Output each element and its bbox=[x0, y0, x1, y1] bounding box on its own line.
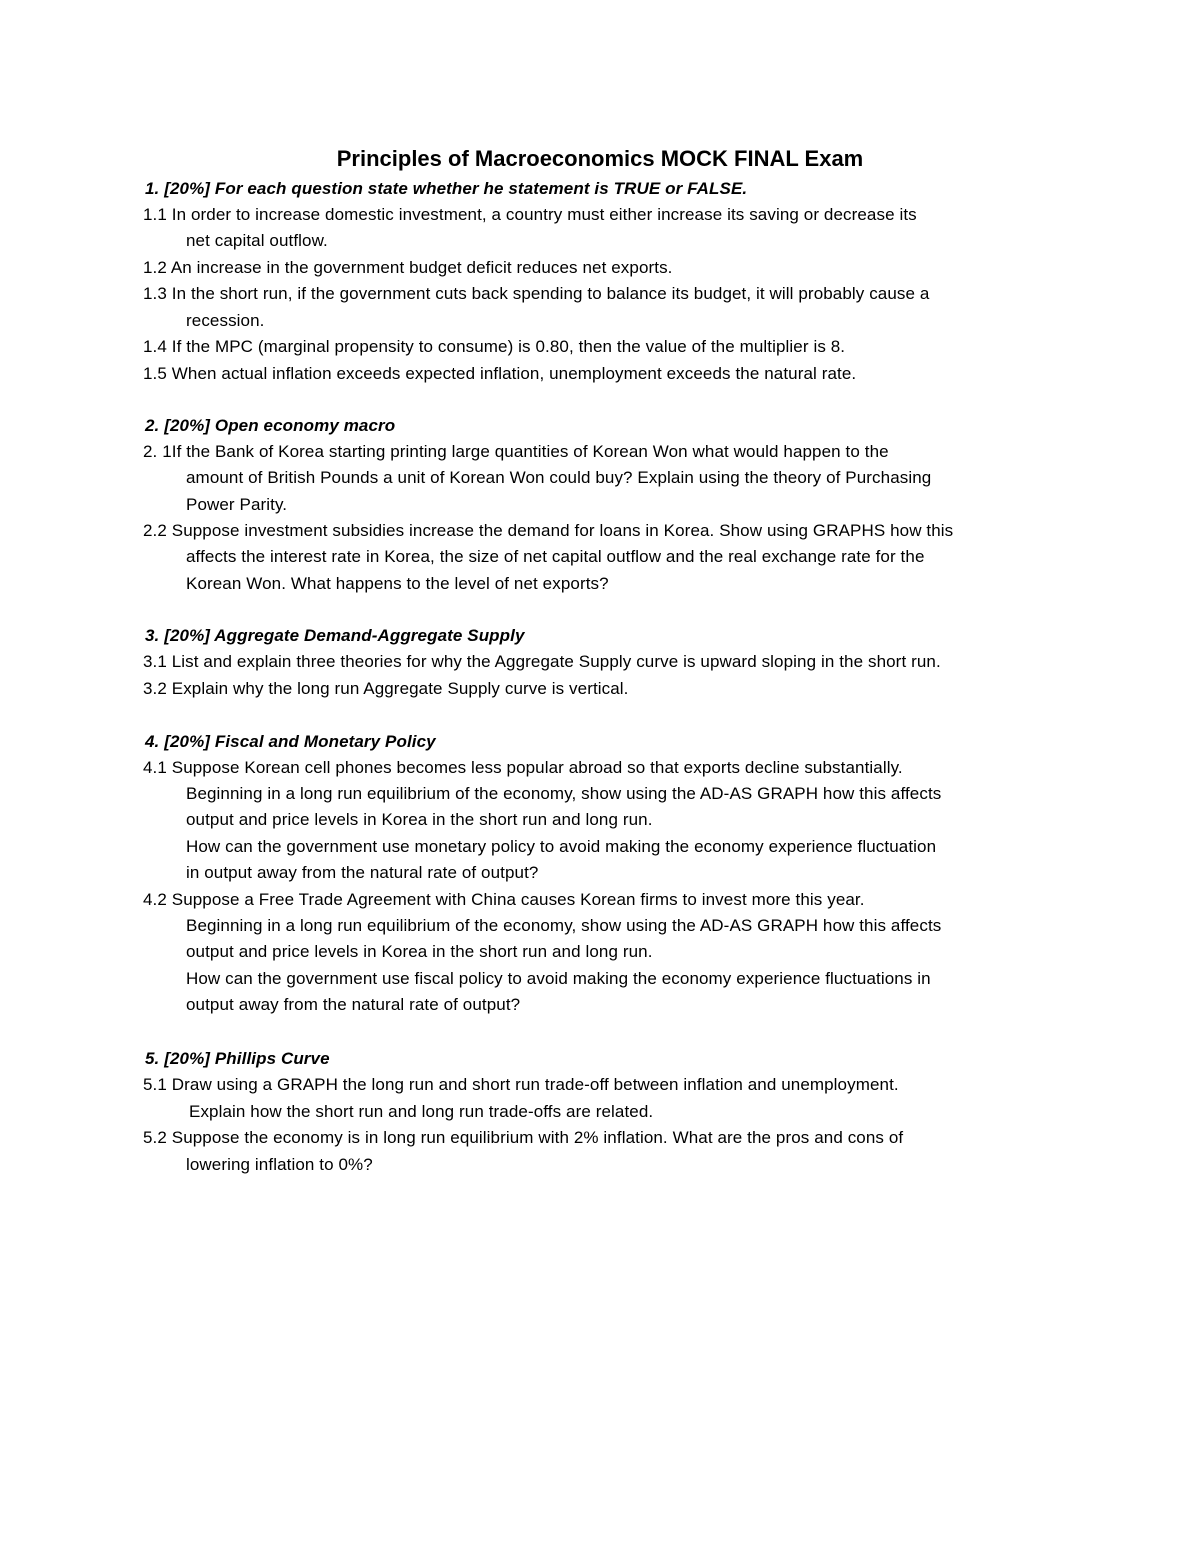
question-4-2-line-2: Beginning in a long run equilibrium of the economy, show using the AD-AS GRAPH how this affects bbox=[186, 916, 942, 935]
question-4-1-line-4: How can the government use monetary policy to avoid making the economy experience fluctuation bbox=[186, 837, 937, 856]
section-1-heading: 1. [20%] For each question state whether he statement is TRUE or FALSE. bbox=[145, 179, 748, 198]
question-3-2: 3.2 Explain why the long run Aggregate Supply curve is vertical. bbox=[143, 679, 629, 698]
section-2-heading: 2. [20%] Open economy macro bbox=[145, 416, 396, 435]
question-1-1-line-2: net capital outflow. bbox=[186, 231, 328, 250]
question-4-2-line-5: output away from the natural rate of output? bbox=[186, 995, 521, 1014]
question-5-1-line-2: Explain how the short run and long run trade-offs are related. bbox=[189, 1102, 654, 1121]
question-4-2-line-1: 4.2 Suppose a Free Trade Agreement with China causes Korean firms to invest more this year. bbox=[143, 890, 865, 909]
section-5-heading: 5. [20%] Phillips Curve bbox=[145, 1049, 330, 1068]
question-2-2-line-2: affects the interest rate in Korea, the size of net capital outflow and the real exchange rate for the bbox=[186, 547, 925, 566]
question-4-1-line-2: Beginning in a long run equilibrium of the economy, show using the AD-AS GRAPH how this affects bbox=[186, 784, 942, 803]
question-5-2-line-1: 5.2 Suppose the economy is in long run equilibrium with 2% inflation. What are the pros and cons of bbox=[143, 1128, 904, 1147]
question-2-2-line-3: Korean Won. What happens to the level of net exports? bbox=[186, 574, 609, 593]
section-3-heading: 3. [20%] Aggregate Demand-Aggregate Supply bbox=[145, 626, 525, 645]
question-1-3-line-2: recession. bbox=[186, 311, 265, 330]
page-title: Principles of Macroeconomics MOCK FINAL Exam bbox=[336, 146, 864, 171]
question-1-4: 1.4 If the MPC (marginal propensity to consume) is 0.80, then the value of the multiplier is 8. bbox=[143, 337, 846, 356]
question-4-1-line-5: in output away from the natural rate of output? bbox=[186, 863, 539, 882]
question-1-5: 1.5 When actual inflation exceeds expected inflation, unemployment exceeds the natural rate. bbox=[143, 364, 857, 383]
question-2-1-line-2: amount of British Pounds a unit of Korean Won could buy? Explain using the theory of Purchasing bbox=[186, 468, 932, 487]
question-4-1-line-1: 4.1 Suppose Korean cell phones becomes less popular abroad so that exports decline substantially. bbox=[143, 758, 903, 777]
question-2-1-line-1: 2. 1If the Bank of Korea starting printing large quantities of Korean Won what would happen to the bbox=[143, 442, 889, 461]
question-1-2: 1.2 An increase in the government budget deficit reduces net exports. bbox=[143, 258, 673, 277]
question-2-2-line-1: 2.2 Suppose investment subsidies increase the demand for loans in Korea. Show using GRAPHS how this bbox=[143, 521, 954, 540]
question-4-2-line-4: How can the government use fiscal policy to avoid making the economy experience fluctuations in bbox=[186, 969, 931, 988]
question-4-1-line-3: output and price levels in Korea in the short run and long run. bbox=[186, 810, 653, 829]
section-4-heading: 4. [20%] Fiscal and Monetary Policy bbox=[145, 732, 436, 751]
question-4-2-line-3: output and price levels in Korea in the short run and long run. bbox=[186, 942, 653, 961]
question-3-1: 3.1 List and explain three theories for why the Aggregate Supply curve is upward sloping in the short run. bbox=[143, 652, 941, 671]
question-2-1-line-3: Power Parity. bbox=[186, 495, 288, 514]
question-5-1-line-1: 5.1 Draw using a GRAPH the long run and short run trade-off between inflation and unemployment. bbox=[143, 1075, 899, 1094]
question-5-2-line-2: lowering inflation to 0%? bbox=[186, 1155, 373, 1174]
question-1-3-line-1: 1.3 In the short run, if the government cuts back spending to balance its budget, it will probably cause a bbox=[143, 284, 930, 303]
question-1-1-line-1: 1.1 In order to increase domestic investment, a country must either increase its saving or decrease its bbox=[143, 205, 917, 224]
